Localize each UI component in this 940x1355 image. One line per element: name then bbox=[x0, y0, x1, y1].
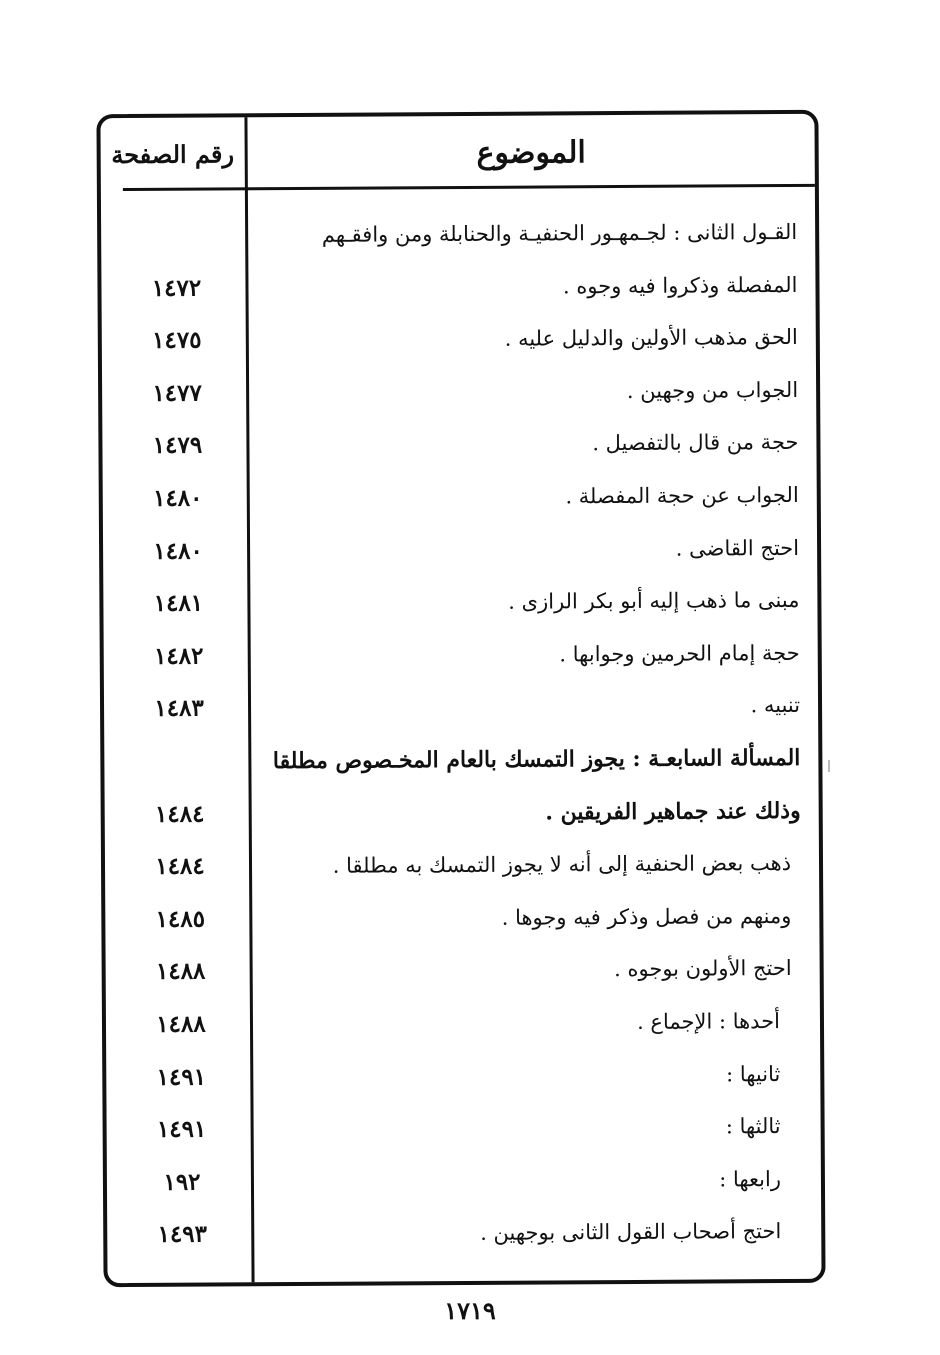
index-row bbox=[105, 892, 819, 944]
topic-text: الجواب من وجهين . bbox=[626, 377, 799, 403]
index-row bbox=[105, 839, 819, 891]
topic-text: ذهب بعض الحنفية إلى أنه لا يجوز التمسك به مطلقا . bbox=[332, 851, 792, 878]
topic-text: المسألة السابعـة : يجوز التمسك بالعام المخـصوص مطلقا bbox=[272, 744, 801, 775]
page-number: ١٤٧٥ bbox=[152, 326, 202, 355]
page-number: ١٤٨١ bbox=[153, 589, 204, 618]
page-number: ١٤٨٥ bbox=[155, 905, 206, 933]
index-table-frame bbox=[96, 110, 825, 1287]
topic-text: ثالثها : bbox=[725, 1114, 781, 1139]
page-number: ١٤٧٩ bbox=[152, 431, 203, 460]
index-row bbox=[104, 681, 818, 733]
topic-text: أحدها : الإجماع . bbox=[636, 1009, 781, 1034]
index-row bbox=[106, 944, 820, 996]
topic-text: الحق مذهب الأولين والدليل عليه . bbox=[504, 325, 798, 351]
index-row bbox=[102, 313, 816, 365]
page-number: ١٤٩٣ bbox=[157, 1220, 208, 1249]
index-row bbox=[106, 1049, 820, 1101]
page-number: ١٤٩١ bbox=[156, 1115, 207, 1144]
topic-text: احتج الأولون بوجوه . bbox=[614, 956, 792, 982]
index-row bbox=[106, 1102, 820, 1154]
page-number: ١٤٨٨ bbox=[155, 957, 206, 986]
index-row bbox=[105, 786, 819, 838]
page-number bbox=[124, 737, 234, 786]
index-row bbox=[107, 1155, 821, 1207]
page-number-column-header: رقم الصفحة bbox=[111, 138, 235, 169]
index-row bbox=[107, 1207, 821, 1259]
index-row bbox=[104, 629, 818, 681]
topic-text: احتج أصحاب القول الثانى بوجهين . bbox=[480, 1219, 782, 1246]
topic-text: المفصلة وذكروا فيه وجوه . bbox=[562, 272, 798, 298]
page-folio-number: ١٧١٩ bbox=[444, 1296, 496, 1325]
index-row bbox=[103, 576, 817, 628]
index-row bbox=[103, 471, 817, 523]
page-number: ١٤٨٣ bbox=[154, 694, 204, 723]
index-row bbox=[102, 418, 816, 470]
index-row bbox=[106, 997, 820, 1049]
topic-column-header: الموضوع bbox=[476, 134, 586, 171]
topic-text: وذلك عند جماهير الفريقين . bbox=[545, 797, 801, 826]
index-row bbox=[101, 208, 815, 260]
index-row bbox=[101, 260, 815, 312]
topic-text: مبنى ما ذهب إليه أبو بكر الرازى . bbox=[508, 588, 800, 614]
page-number: ١٤٩١ bbox=[156, 1063, 207, 1091]
topic-text: الجواب عن حجة المفصلة . bbox=[565, 482, 799, 509]
topic-text: ثانيها : bbox=[725, 1061, 781, 1086]
topic-text: القـول الثانى : لجـمهـور الحنفيـة والحنابلة ومن وافقـهم bbox=[321, 219, 798, 247]
index-row bbox=[103, 523, 817, 575]
topic-text: احتج القاضى . bbox=[675, 535, 800, 561]
page-number: ١٤٧٧ bbox=[152, 379, 202, 407]
topic-text: حجة من قال بالتفصيل . bbox=[592, 430, 799, 456]
index-row bbox=[104, 734, 818, 786]
topic-text: رابعها : bbox=[719, 1166, 782, 1192]
page-number: ١٤٨٤ bbox=[155, 852, 205, 881]
page-number: ١٤٨٢ bbox=[153, 642, 204, 670]
header-divider bbox=[123, 184, 815, 191]
page-number: ١٤٨٠ bbox=[153, 537, 203, 565]
page-number: ١٤٨٠ bbox=[152, 484, 203, 512]
topic-text: ومنهم من فصل وذكر فيه وجوها . bbox=[501, 903, 792, 930]
topic-text: تنبيه . bbox=[750, 693, 801, 718]
page-number: ١٤٧٢ bbox=[151, 274, 202, 302]
index-row bbox=[102, 366, 816, 418]
page-number bbox=[121, 211, 231, 260]
page-number: ١٤٨٤ bbox=[154, 800, 205, 828]
scan-speck bbox=[828, 760, 830, 772]
topic-text: حجة إمام الحرمين وجوابها . bbox=[559, 640, 800, 667]
page-number: ١٤٨٨ bbox=[156, 1010, 206, 1038]
page-number: ١٩٢ bbox=[163, 1168, 201, 1196]
